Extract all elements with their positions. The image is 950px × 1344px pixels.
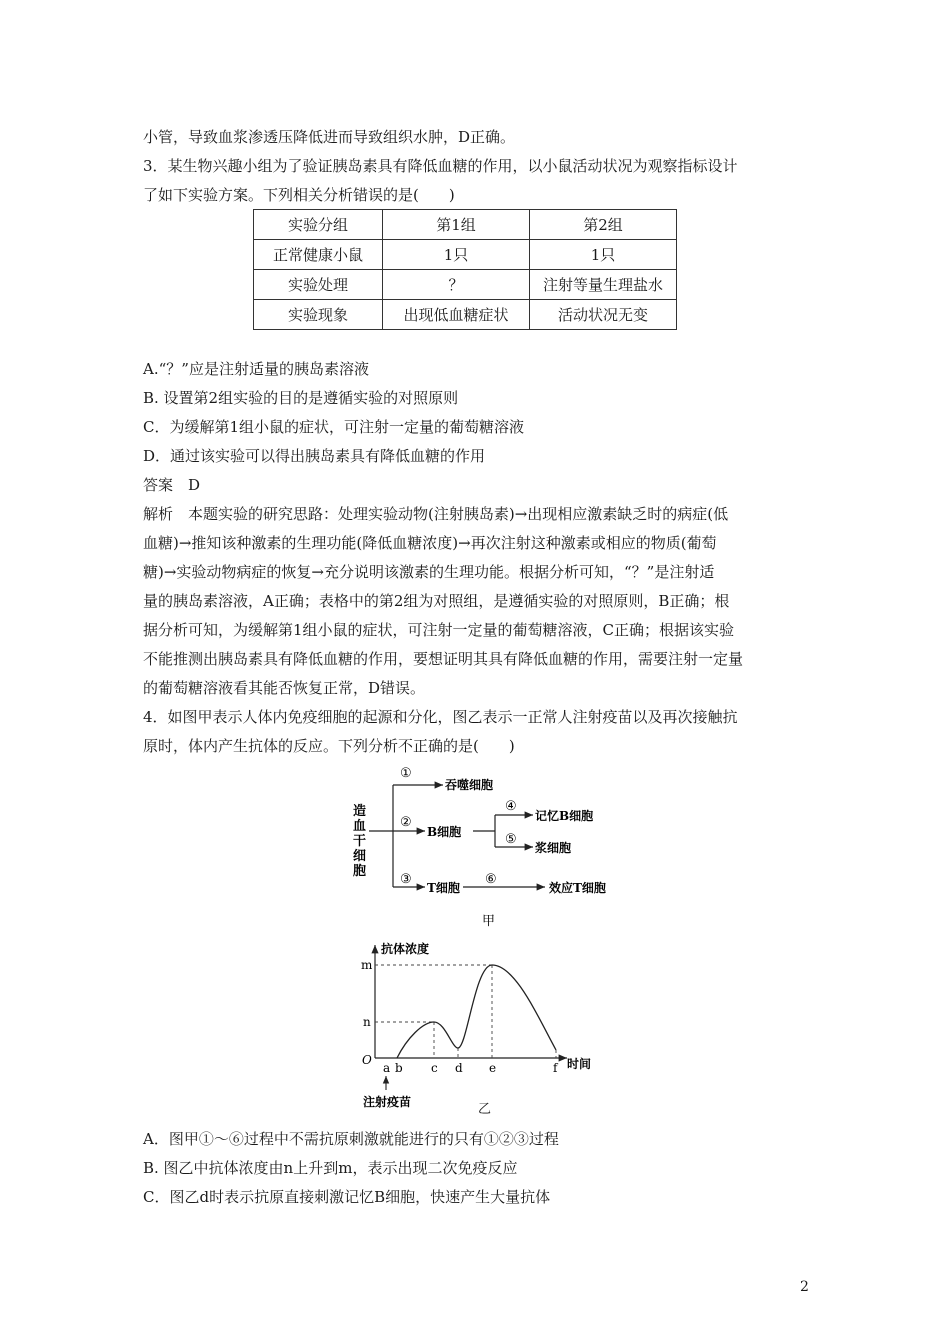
figure-yi-chart xyxy=(345,940,615,1115)
table-cell: 实验分组 xyxy=(254,210,383,240)
figure-caption: 乙 xyxy=(478,1102,492,1117)
option-c: C．为缓解第1组小鼠的症状，可注射一定量的葡萄糖溶液 xyxy=(143,418,525,436)
stem-cell-label: 干 xyxy=(353,834,367,849)
table-cell: 第2组 xyxy=(530,210,677,240)
y-axis-label: 抗体浓度 xyxy=(381,942,430,956)
explanation-line: 解析 本题实验的研究思路：处理实验动物(注射胰岛素)→出现相应激素缺乏时的病症(低 xyxy=(143,505,729,523)
tick-label: a xyxy=(383,1061,391,1075)
table-cell: 实验处理 xyxy=(254,270,383,300)
table-cell: 注射等量生理盐水 xyxy=(530,270,677,300)
experiment-table xyxy=(253,209,677,330)
table-cell: 1只 xyxy=(530,240,677,270)
injection-label: 注射疫苗 xyxy=(363,1095,412,1109)
stem-cell-label: 胞 xyxy=(353,864,367,879)
table-row xyxy=(254,300,677,330)
page-number: 2 xyxy=(800,1279,809,1295)
answer: 答案 D xyxy=(143,476,201,494)
figure-jia-diagram xyxy=(345,763,645,938)
memory-b-cell-label: 记忆B细胞 xyxy=(535,809,594,823)
m-label: m xyxy=(361,958,373,972)
table-cell: 正常健康小鼠 xyxy=(254,240,383,270)
table-row xyxy=(254,270,677,300)
figure-caption: 甲 xyxy=(482,914,496,929)
question-4-stem: 4．如图甲表示人体内免疫细胞的起源和分化，图乙表示一正常人注射疫苗以及再次接触抗 xyxy=(143,708,738,726)
question-4-stem: 原时，体内产生抗体的反应。下列分析不正确的是( ) xyxy=(143,737,515,755)
option-a: A．图甲①～⑥过程中不需抗原刺激就能进行的只有①②③过程 xyxy=(143,1130,559,1148)
tick-label: d xyxy=(455,1061,463,1075)
process-5-label: ⑤ xyxy=(505,832,517,847)
tick-label: b xyxy=(395,1061,403,1075)
option-b: B. 图乙中抗体浓度由n上升到m，表示出现二次免疫反应 xyxy=(143,1159,518,1177)
process-3-label: ③ xyxy=(400,872,412,887)
option-a: A.“？”应是注射适量的胰岛素溶液 xyxy=(143,360,369,378)
explanation-line: 据分析可知，为缓解第1组小鼠的症状，可注射一定量的葡萄糖溶液，C正确；根据该实验 xyxy=(143,621,735,639)
x-axis-label: 时间 xyxy=(567,1057,592,1071)
question-3-stem: 3．某生物兴趣小组为了验证胰岛素具有降低血糖的作用，以小鼠活动状况为观察指标设计 xyxy=(143,157,738,175)
table-cell: 活动状况无变 xyxy=(530,300,677,330)
option-b: B. 设置第2组实验的目的是遵循实验的对照原则 xyxy=(143,389,459,407)
origin-label: O xyxy=(362,1053,372,1067)
table-row xyxy=(254,210,677,240)
tick-label: e xyxy=(489,1061,497,1075)
explanation-line: 血糖)→推知该种激素的生理功能(降低血糖浓度)→再次注射这种激素或相应的物质(葡萄 xyxy=(143,534,717,552)
table-cell: 出现低血糖症状 xyxy=(383,300,530,330)
table-cell: 1只 xyxy=(383,240,530,270)
n-label: n xyxy=(363,1015,371,1029)
text-line: 小管，导致血浆渗透压降低进而导致组织水肿，D正确。 xyxy=(143,128,516,146)
table-cell: 第1组 xyxy=(383,210,530,240)
t-cell-label: T细胞 xyxy=(427,881,460,895)
explanation-line: 量的胰岛素溶液，A正确；表格中的第2组为对照组，是遵循实验的对照原则，B正确；根 xyxy=(143,592,730,610)
explanation-line: 糖)→实验动物病症的恢复→充分说明该激素的生理功能。根据分析可知，“？”是注射适 xyxy=(143,563,715,581)
process-6-label: ⑥ xyxy=(485,872,497,887)
process-2-label: ② xyxy=(400,815,412,830)
explanation-line: 不能推测出胰岛素具有降低血糖的作用，要想证明其具有降低血糖的作用，需要注射一定量 xyxy=(143,650,744,668)
b-cell-label: B细胞 xyxy=(427,825,462,839)
process-1-label: ① xyxy=(400,766,412,781)
option-d: D．通过该实验可以得出胰岛素具有降低血糖的作用 xyxy=(143,447,486,465)
process-4-label: ④ xyxy=(505,799,517,814)
effector-t-cell-label: 效应T细胞 xyxy=(549,881,606,895)
explanation-line: 的葡萄糖溶液看其能否恢复正常，D错误。 xyxy=(143,679,426,697)
question-3-stem: 了如下实验方案。下列相关分析错误的是( ) xyxy=(143,186,455,204)
stem-cell-label: 血 xyxy=(353,819,367,834)
table-cell: 实验现象 xyxy=(254,300,383,330)
tick-label: c xyxy=(431,1061,438,1075)
stem-cell-label: 造 xyxy=(353,804,367,819)
option-c: C．图乙d时表示抗原直接刺激记忆B细胞，快速产生大量抗体 xyxy=(143,1188,551,1206)
plasma-cell-label: 浆细胞 xyxy=(535,841,572,855)
antibody-curve xyxy=(397,965,556,1058)
table-row xyxy=(254,240,677,270)
stem-cell-label: 细 xyxy=(353,849,367,864)
phagocyte-label: 吞噬细胞 xyxy=(445,778,494,792)
tick-label: f xyxy=(553,1061,558,1075)
table-cell: ？ xyxy=(383,270,530,300)
